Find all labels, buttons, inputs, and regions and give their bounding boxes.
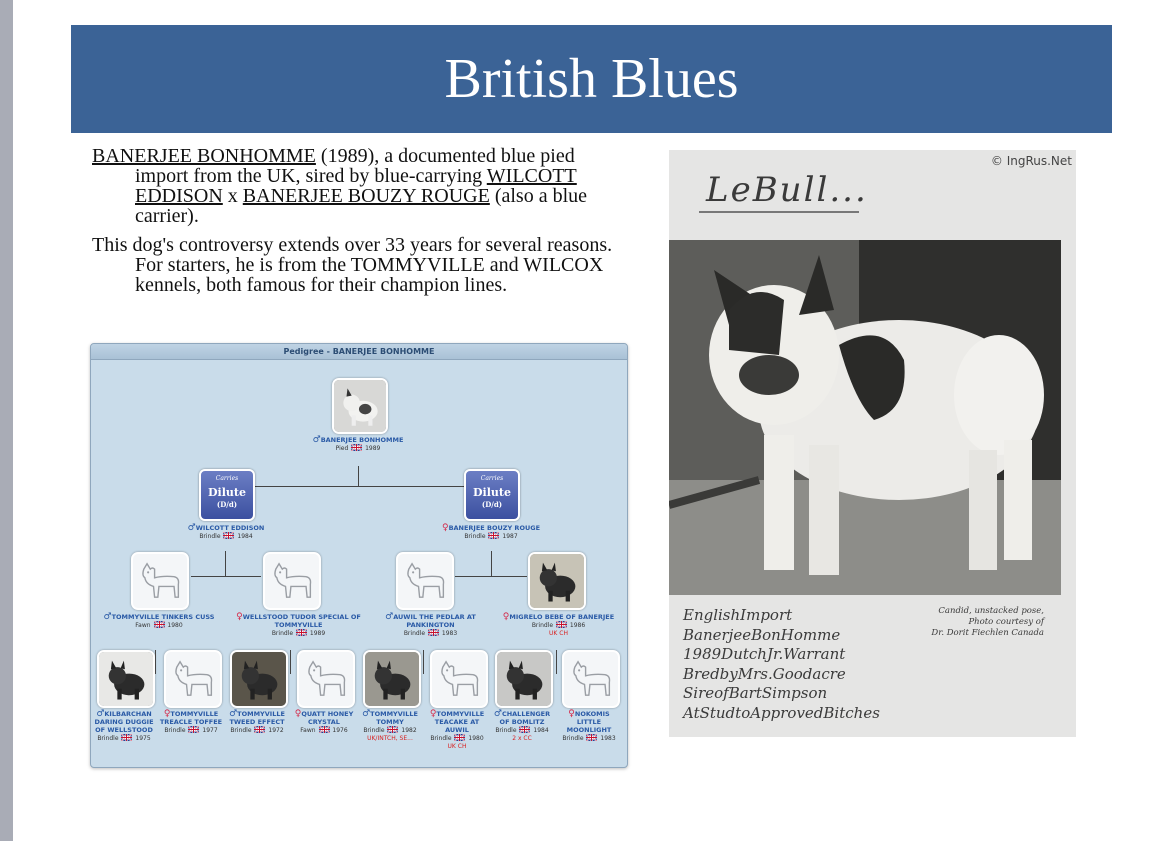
dog-color: Brindle (271, 630, 294, 637)
dog-placeholder-icon (164, 650, 222, 708)
connector-line (290, 650, 291, 674)
connector-line (155, 650, 156, 674)
uk-flag-icon (428, 629, 439, 636)
dog-photo-thumbnail (332, 378, 388, 434)
left-edge-bar (0, 0, 13, 841)
dog-color-year (556, 734, 622, 743)
dog-label (363, 613, 498, 638)
connector-line (491, 551, 492, 576)
dog-color-year (94, 621, 224, 630)
title-banner (71, 25, 1112, 133)
dog-name-text[interactable]: BANERJEE BONHOMME (320, 436, 404, 444)
dilute-genotype: (D/d) (216, 500, 238, 509)
photo-caption-line: BredbyMrs.Goodacre (683, 664, 846, 683)
dog-name[interactable] (363, 613, 498, 629)
dog-name[interactable] (94, 613, 224, 621)
photo-caption-line: Dr. Dorit Fiechlen Canada (931, 628, 1044, 638)
dog-color-year (416, 532, 566, 541)
dog-color-year (489, 726, 555, 735)
dog-color: Fawn (135, 622, 151, 629)
photo-caption-line: Candid, unstacked pose, (938, 606, 1044, 616)
dog-color: Brindle (562, 735, 584, 742)
dog-color: Fawn (300, 727, 316, 734)
dog-label (231, 613, 366, 638)
dog-name-link: BANERJEE BOUZY ROUGE (242, 185, 490, 207)
dog-name[interactable] (288, 436, 428, 444)
dog-name[interactable] (489, 710, 555, 726)
female-icon: ♀ (163, 709, 171, 719)
dilute-label: Dilute (208, 486, 246, 499)
dog-color-year (231, 629, 366, 638)
dog-placeholder-icon (430, 650, 488, 708)
dog-name-text[interactable]: AUWIL THE PEDLAR AT PANKINGTON (393, 613, 476, 629)
dog-label (94, 613, 224, 630)
dog-label (158, 710, 224, 735)
connector-line (358, 466, 359, 486)
dog-color: Brindle (164, 727, 186, 734)
dog-year: 1980 (468, 735, 484, 742)
dog-color: Pied (335, 445, 349, 452)
dog-color-year (158, 726, 224, 735)
uk-flag-icon (188, 726, 199, 733)
dog-year: 1980 (167, 622, 183, 629)
dog-name[interactable] (231, 613, 366, 629)
dog-name-text[interactable]: WELLSTOOD TUDOR SPECIAL OF TOMMYVILLE (242, 613, 361, 629)
uk-flag-icon (387, 726, 398, 733)
dog-name-text[interactable]: BANERJEE BOUZY ROUGE (448, 524, 541, 532)
dog-name-text[interactable]: WILCOTT EDDISON (195, 524, 265, 532)
text-body (92, 146, 632, 304)
uk-flag-icon (351, 444, 362, 451)
dog-name[interactable] (357, 710, 423, 726)
dog-year: 1983 (600, 735, 616, 742)
dog-color: Brindle (230, 727, 252, 734)
bullet-2: This dog's controversy extends over 33 years for several reasons. For starters, he is from the TOMMYVILLE and WILCOX kennels, both famous for their champion lines. (92, 234, 613, 296)
dog-name[interactable] (491, 613, 626, 621)
dog-label (416, 524, 566, 541)
dog-placeholder-icon (263, 552, 321, 610)
photo-credit (931, 606, 1044, 639)
photo-caption-line: EnglishImport (683, 606, 793, 624)
dog-label (491, 613, 626, 638)
dog-name-text[interactable]: TOMMYVILLE TOMMY (370, 710, 418, 726)
dog-color: Brindle (97, 735, 119, 742)
photo-heading: LeBull... (706, 170, 868, 210)
male-icon: ♂ (229, 709, 238, 719)
dog-year: 1977 (202, 727, 218, 734)
uk-flag-icon (586, 734, 597, 741)
dog-color: Brindle (464, 533, 486, 540)
dog-label (291, 710, 357, 735)
dog-name-text[interactable]: TOMMYVILLE TEACAKE AT AUWIL (434, 710, 485, 734)
dog-name-text[interactable]: TOMMYVILLE TREACLE TOFFEE (159, 710, 223, 726)
uk-flag-icon (254, 726, 265, 733)
dog-color-year (224, 726, 290, 735)
dog-photo-thumbnail (495, 650, 553, 708)
dog-year: 1972 (268, 727, 284, 734)
male-icon: ♂ (385, 612, 394, 622)
dog-name-text[interactable]: QUATT HONEY CRYSTAL (301, 710, 354, 726)
dog-year: 1976 (332, 727, 348, 734)
uk-flag-icon (296, 629, 307, 636)
female-icon: ♀ (429, 709, 437, 719)
dog-name-link: BANERJEE BONHOMME (92, 145, 316, 167)
dog-year: 1982 (401, 727, 417, 734)
dog-name[interactable] (161, 524, 291, 532)
dog-label (489, 710, 555, 743)
dog-placeholder-icon (396, 552, 454, 610)
female-icon: ♀ (441, 523, 449, 533)
photo-caption-line: BanerjeeBonHomme (683, 625, 841, 644)
dog-name[interactable] (158, 710, 224, 726)
copyright-text: © IngRus.Net (990, 154, 1072, 168)
uk-flag-icon (519, 726, 530, 733)
dog-name-text[interactable]: TOMMYVILLE TINKERS CUSS (111, 613, 215, 621)
uk-flag-icon (454, 734, 465, 741)
dog-placeholder-icon (562, 650, 620, 708)
dog-name[interactable] (424, 710, 490, 734)
dog-color: Brindle (531, 622, 554, 629)
connector-line (423, 650, 424, 674)
male-icon: ♂ (96, 709, 105, 719)
dog-photo-thumbnail (363, 650, 421, 708)
dog-color-year (424, 734, 490, 743)
dog-year: 1984 (237, 533, 253, 540)
dog-color: Brindle (403, 630, 426, 637)
dog-color-year (363, 629, 498, 638)
connector-line (191, 576, 261, 577)
dilute-carries: Carries (215, 475, 239, 482)
dog-name[interactable] (291, 710, 357, 726)
uk-flag-icon (121, 734, 132, 741)
dog-name-text[interactable]: CHALLENGER OF BOMLITZ (499, 710, 551, 726)
dog-name[interactable] (224, 710, 290, 726)
male-icon: ♂ (493, 709, 502, 719)
pedigree-panel (90, 343, 628, 768)
dog-label (424, 710, 490, 751)
male-icon: ♂ (312, 435, 321, 445)
dilute-carrier-badge (464, 469, 520, 521)
dog-placeholder-icon (131, 552, 189, 610)
dog-label (556, 710, 622, 743)
dog-year: 1989 (365, 445, 381, 452)
dog-photo (669, 150, 1076, 737)
uk-flag-icon (556, 621, 567, 628)
photo-caption (683, 606, 880, 723)
female-icon: ♀ (568, 709, 575, 719)
dog-name-text[interactable]: KILBARCHAN DARING DUGGIE OF WELLSTOOD (94, 710, 154, 734)
connector-line (556, 650, 557, 674)
uk-flag-icon (488, 532, 499, 539)
female-icon: ♀ (294, 709, 302, 719)
dog-title: UK CH (447, 743, 467, 750)
dog-title: 2 x CC (512, 735, 532, 742)
dog-color-year (161, 532, 291, 541)
female-icon: ♀ (236, 612, 243, 622)
photo-caption-line: AtStudtoApprovedBitches (683, 703, 880, 722)
connector-line (251, 486, 466, 487)
dog-year: 1987 (502, 533, 518, 540)
dog-color-year (291, 726, 357, 735)
dilute-label: Dilute (473, 486, 511, 499)
dog-photo-thumbnail (97, 650, 155, 708)
dog-label (161, 524, 291, 541)
dog-label (357, 710, 423, 743)
male-icon: ♂ (362, 709, 371, 719)
dog-title: UK/INTCH, SE... (367, 735, 413, 742)
dog-color-year (288, 444, 428, 453)
dog-year: 1983 (441, 630, 458, 637)
dog-name[interactable] (416, 524, 566, 532)
uk-flag-icon (223, 532, 234, 539)
male-icon: ♂ (187, 523, 196, 533)
dilute-carries: Carries (480, 475, 504, 482)
dog-year: 1989 (309, 630, 326, 637)
dog-color-year (91, 734, 157, 743)
dog-year: 1984 (533, 727, 549, 734)
dog-color-year (357, 726, 423, 735)
photo-caption-line: Photo courtesy of (968, 617, 1044, 627)
uk-flag-icon (154, 621, 165, 628)
dog-name-link: WILCOTT EDDISON (135, 165, 577, 207)
dog-name-text[interactable]: TOMMYVILLE TWEED EFFECT (229, 710, 285, 726)
dog-label (91, 710, 157, 743)
dog-placeholder-icon (297, 650, 355, 708)
dilute-carrier-badge (199, 469, 255, 521)
dog-photo-thumbnail (230, 650, 288, 708)
connector-line (225, 551, 226, 576)
dog-color: Brindle (495, 727, 517, 734)
female-icon: ♀ (502, 612, 510, 622)
dog-label (288, 436, 428, 453)
dog-label (224, 710, 290, 735)
dog-year: 1975 (135, 735, 151, 742)
dog-year: 1986 (569, 622, 586, 629)
dog-title: UK CH (549, 630, 568, 637)
dog-color-year (491, 621, 626, 630)
dog-color: Brindle (430, 735, 452, 742)
bullet-1: BANERJEE BONHOMME (1989), a documented blue pied import from the UK, sired by blue-carrying WILCOTT EDDISON x BANERJEE BOUZY ROUGE (also a blue carrier). (92, 145, 587, 227)
dog-photo-thumbnail (528, 552, 586, 610)
dilute-genotype: (D/d) (481, 500, 503, 509)
dog-name-text[interactable]: NOKOMIS LITTLE MOONLIGHT (566, 710, 612, 734)
connector-line (455, 576, 527, 577)
slide-title: British Blues (444, 48, 739, 110)
dog-name-text[interactable]: MIGRELO BEBE OF BANERJEE (509, 613, 615, 621)
photo-caption-line: 1989DutchJr.Warrant (683, 645, 846, 663)
dog-name[interactable] (556, 710, 622, 734)
male-icon: ♂ (103, 612, 112, 622)
pedigree-header: Pedigree - BANERJEE BONHOMME (91, 344, 627, 360)
uk-flag-icon (319, 726, 330, 733)
dog-name[interactable] (91, 710, 157, 734)
photo-caption-line: SireofBartSimpson (683, 684, 828, 702)
dog-color: Brindle (363, 727, 385, 734)
dog-color: Brindle (199, 533, 221, 540)
